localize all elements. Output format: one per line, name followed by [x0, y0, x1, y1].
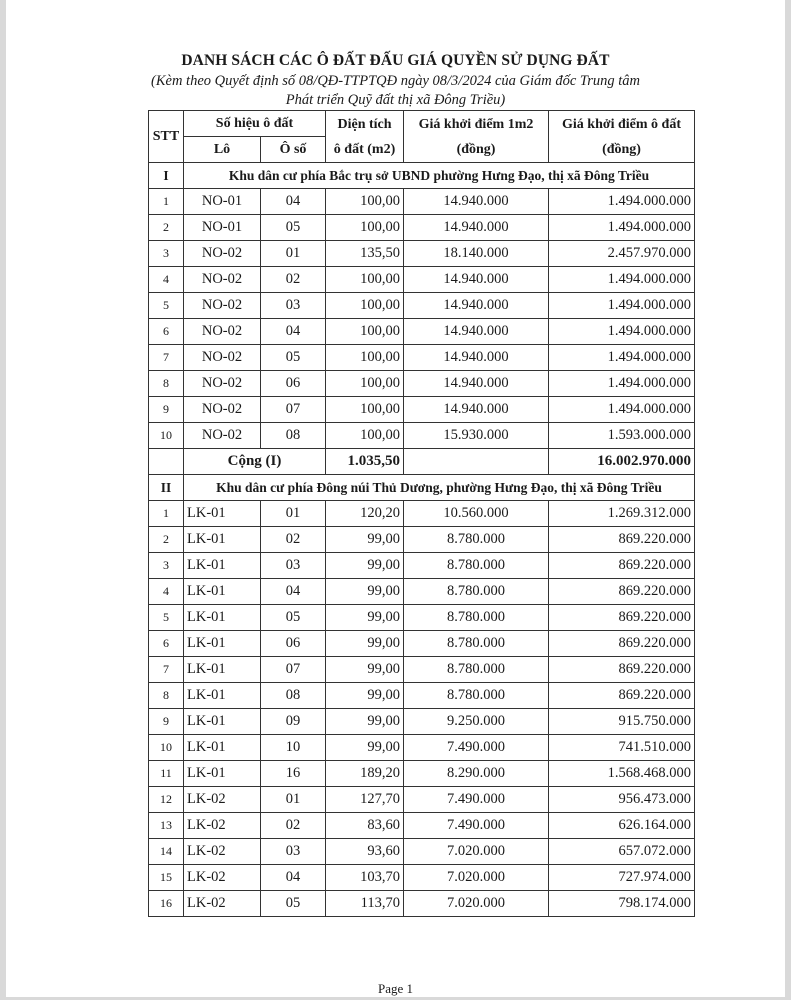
cell-dien-tich: 135,50 — [326, 241, 404, 267]
cell-gia-1m2: 14.940.000 — [404, 319, 549, 345]
table-row — [149, 319, 695, 345]
cell-stt: 10 — [149, 423, 184, 449]
cell-o-so: 03 — [261, 839, 326, 865]
cell-gia-1m2: 10.560.000 — [404, 501, 549, 527]
cell-gia-o: 1.494.000.000 — [549, 293, 695, 319]
header-dien-tich-line1: Diện tích — [337, 116, 392, 132]
header-gia-o-line1: Giá khởi điểm ô đất — [562, 116, 682, 132]
cell-stt: 3 — [149, 553, 184, 579]
header-o-so: Ô số — [261, 137, 326, 163]
cell-stt: 2 — [149, 215, 184, 241]
cell-stt: 4 — [149, 579, 184, 605]
section-id: II — [149, 475, 184, 501]
cell-stt: 10 — [149, 735, 184, 761]
cell-dien-tich: 189,20 — [326, 761, 404, 787]
cell-o-so: 07 — [261, 397, 326, 423]
cell-gia-1m2: 8.780.000 — [404, 553, 549, 579]
cell-stt: 7 — [149, 657, 184, 683]
total-gia-o: 16.002.970.000 — [549, 449, 695, 475]
cell-o-so: 02 — [261, 813, 326, 839]
cell-lo: LK-01 — [184, 657, 261, 683]
table-row — [149, 787, 695, 813]
cell-dien-tich: 99,00 — [326, 631, 404, 657]
cell-lo: LK-02 — [184, 891, 261, 917]
cell-lo: NO-02 — [184, 319, 261, 345]
cell-o-so: 07 — [261, 657, 326, 683]
cell-gia-1m2: 8.780.000 — [404, 657, 549, 683]
cell-stt: 5 — [149, 605, 184, 631]
cell-gia-1m2: 15.930.000 — [404, 423, 549, 449]
cell-gia-1m2: 7.020.000 — [404, 839, 549, 865]
cell-o-so: 02 — [261, 527, 326, 553]
cell-stt: 5 — [149, 293, 184, 319]
cell-gia-o: 1.494.000.000 — [549, 345, 695, 371]
table-row — [149, 423, 695, 449]
cell-stt: 14 — [149, 839, 184, 865]
table-row — [149, 215, 695, 241]
table-row — [149, 657, 695, 683]
cell-gia-1m2: 7.020.000 — [404, 891, 549, 917]
document-title: DANH SÁCH CÁC Ô ĐẤT ĐẤU GIÁ QUYỀN SỬ DỤNG ĐẤT — [181, 52, 610, 69]
header-so-hieu: Số hiệu ô đất — [184, 111, 326, 137]
cell-dien-tich: 99,00 — [326, 735, 404, 761]
cell-o-so: 05 — [261, 605, 326, 631]
page-number: Page 1 — [377, 981, 414, 996]
cell-gia-1m2: 14.940.000 — [404, 189, 549, 215]
cell-o-so: 04 — [261, 189, 326, 215]
cell-stt: 15 — [149, 865, 184, 891]
cell-gia-1m2: 7.490.000 — [404, 787, 549, 813]
cell-o-so: 04 — [261, 319, 326, 345]
table-row — [149, 579, 695, 605]
section-name: Khu dân cư phía Đông núi Thủ Dương, phường Hưng Đạo, thị xã Đông Triều — [184, 475, 695, 501]
cell-gia-o: 727.974.000 — [549, 865, 695, 891]
table-row — [149, 267, 695, 293]
total-label: Cộng (I) — [184, 449, 326, 475]
cell-gia-o: 869.220.000 — [549, 605, 695, 631]
table-row — [149, 293, 695, 319]
header-gia-o — [549, 111, 695, 163]
cell-stt: 9 — [149, 709, 184, 735]
table-row — [149, 189, 695, 215]
cell-gia-1m2: 14.940.000 — [404, 293, 549, 319]
cell-o-so: 08 — [261, 683, 326, 709]
cell-dien-tich: 100,00 — [326, 189, 404, 215]
cell-lo: LK-01 — [184, 735, 261, 761]
cell-stt: 13 — [149, 813, 184, 839]
cell-gia-o: 956.473.000 — [549, 787, 695, 813]
cell-gia-o: 1.568.468.000 — [549, 761, 695, 787]
cell-lo: LK-02 — [184, 787, 261, 813]
table-row — [149, 709, 695, 735]
document-subtitle — [0, 72, 791, 110]
cell-stt: 4 — [149, 267, 184, 293]
cell-o-so: 06 — [261, 631, 326, 657]
cell-o-so: 02 — [261, 267, 326, 293]
header-dien-tich-line2: ô đất (m2) — [333, 141, 396, 157]
cell-stt: 8 — [149, 371, 184, 397]
cell-gia-o: 626.164.000 — [549, 813, 695, 839]
cell-gia-o: 1.494.000.000 — [549, 215, 695, 241]
cell-o-so: 05 — [261, 891, 326, 917]
cell-gia-o: 2.457.970.000 — [549, 241, 695, 267]
cell-gia-o: 869.220.000 — [549, 631, 695, 657]
table-row — [149, 345, 695, 371]
cell-stt: 16 — [149, 891, 184, 917]
cell-stt: 6 — [149, 319, 184, 345]
table-row — [149, 501, 695, 527]
cell-dien-tich: 99,00 — [326, 553, 404, 579]
cell-o-so: 10 — [261, 735, 326, 761]
table-body — [149, 163, 695, 917]
table-row — [149, 761, 695, 787]
cell-gia-o: 869.220.000 — [549, 527, 695, 553]
cell-lo: NO-02 — [184, 371, 261, 397]
cell-lo: LK-01 — [184, 761, 261, 787]
cell-o-so: 01 — [261, 787, 326, 813]
cell-o-so: 09 — [261, 709, 326, 735]
cell-gia-1m2: 14.940.000 — [404, 215, 549, 241]
header-lo: Lô — [184, 137, 261, 163]
cell-dien-tich: 113,70 — [326, 891, 404, 917]
cell-stt: 3 — [149, 241, 184, 267]
cell-dien-tich: 100,00 — [326, 345, 404, 371]
cell-gia-1m2: 8.780.000 — [404, 631, 549, 657]
section-row — [149, 163, 695, 189]
cell-gia-1m2: 14.940.000 — [404, 397, 549, 423]
cell-o-so: 05 — [261, 345, 326, 371]
cell-stt: 9 — [149, 397, 184, 423]
cell-lo: LK-02 — [184, 813, 261, 839]
cell-gia-1m2: 7.490.000 — [404, 813, 549, 839]
cell-dien-tich: 100,00 — [326, 319, 404, 345]
table-row — [149, 553, 695, 579]
cell-gia-1m2: 7.020.000 — [404, 865, 549, 891]
cell-stt: 6 — [149, 631, 184, 657]
cell-gia-o: 798.174.000 — [549, 891, 695, 917]
cell-o-so: 01 — [261, 241, 326, 267]
cell-gia-1m2: 14.940.000 — [404, 345, 549, 371]
cell-dien-tich: 99,00 — [326, 709, 404, 735]
section-row — [149, 475, 695, 501]
cell-dien-tich: 99,00 — [326, 657, 404, 683]
table-row — [149, 865, 695, 891]
cell-gia-o: 1.494.000.000 — [549, 267, 695, 293]
section-id: I — [149, 163, 184, 189]
table-row — [149, 397, 695, 423]
table-row — [149, 839, 695, 865]
cell-gia-1m2: 8.780.000 — [404, 579, 549, 605]
cell-gia-o: 1.494.000.000 — [549, 319, 695, 345]
cell-stt: 8 — [149, 683, 184, 709]
table-row — [149, 891, 695, 917]
cell-dien-tich: 100,00 — [326, 423, 404, 449]
table-row — [149, 813, 695, 839]
cell-lo: LK-01 — [184, 605, 261, 631]
cell-gia-o: 657.072.000 — [549, 839, 695, 865]
header-gia-1m2-line2: (đồng) — [456, 141, 496, 157]
total-empty-price — [404, 449, 549, 475]
cell-gia-1m2: 8.290.000 — [404, 761, 549, 787]
cell-gia-o: 869.220.000 — [549, 579, 695, 605]
cell-lo: NO-02 — [184, 241, 261, 267]
header-gia-o-line2: (đồng) — [602, 141, 641, 157]
table-row — [149, 631, 695, 657]
table-row — [149, 605, 695, 631]
cell-o-so: 06 — [261, 371, 326, 397]
table-row — [149, 735, 695, 761]
cell-stt: 11 — [149, 761, 184, 787]
cell-dien-tich: 99,00 — [326, 605, 404, 631]
cell-o-so: 03 — [261, 293, 326, 319]
cell-dien-tich: 100,00 — [326, 371, 404, 397]
cell-dien-tich: 120,20 — [326, 501, 404, 527]
cell-dien-tich: 100,00 — [326, 215, 404, 241]
header-dien-tich — [326, 111, 404, 163]
header-row-1 — [149, 111, 695, 137]
total-row — [149, 449, 695, 475]
table-row — [149, 527, 695, 553]
cell-dien-tich: 100,00 — [326, 397, 404, 423]
table-row — [149, 683, 695, 709]
cell-lo: LK-01 — [184, 683, 261, 709]
table-row — [149, 371, 695, 397]
cell-gia-1m2: 14.940.000 — [404, 267, 549, 293]
cell-lo: LK-01 — [184, 501, 261, 527]
cell-gia-o: 869.220.000 — [549, 657, 695, 683]
cell-lo: NO-02 — [184, 345, 261, 371]
cell-lo: LK-01 — [184, 579, 261, 605]
cell-lo: NO-01 — [184, 215, 261, 241]
cell-dien-tich: 100,00 — [326, 293, 404, 319]
header-stt: STT — [149, 111, 184, 163]
cell-gia-1m2: 8.780.000 — [404, 683, 549, 709]
cell-gia-o: 915.750.000 — [549, 709, 695, 735]
cell-gia-1m2: 18.140.000 — [404, 241, 549, 267]
cell-o-so: 08 — [261, 423, 326, 449]
cell-lo: NO-02 — [184, 293, 261, 319]
cell-gia-o: 1.494.000.000 — [549, 371, 695, 397]
cell-gia-o: 869.220.000 — [549, 553, 695, 579]
subtitle-line-1: (Kèm theo Quyết định số 08/QĐ-TTPTQĐ ngày 08/3/2024 của Giám đốc Trung tâm — [151, 73, 640, 89]
total-dien-tich: 1.035,50 — [326, 449, 404, 475]
cell-lo: NO-02 — [184, 397, 261, 423]
cell-lo: LK-02 — [184, 839, 261, 865]
section-name: Khu dân cư phía Bắc trụ sở UBND phường Hưng Đạo, thị xã Đông Triều — [184, 163, 695, 189]
cell-lo: LK-01 — [184, 527, 261, 553]
cell-o-so: 04 — [261, 579, 326, 605]
cell-stt: 12 — [149, 787, 184, 813]
cell-lo: NO-02 — [184, 423, 261, 449]
header-gia-1m2-line1: Giá khởi điểm 1m2 — [418, 116, 534, 132]
cell-o-so: 03 — [261, 553, 326, 579]
cell-gia-o: 741.510.000 — [549, 735, 695, 761]
cell-dien-tich: 99,00 — [326, 579, 404, 605]
cell-gia-o: 869.220.000 — [549, 683, 695, 709]
cell-gia-o: 1.494.000.000 — [549, 189, 695, 215]
cell-o-so: 04 — [261, 865, 326, 891]
cell-stt: 7 — [149, 345, 184, 371]
cell-lo: LK-01 — [184, 631, 261, 657]
cell-o-so: 01 — [261, 501, 326, 527]
cell-gia-o: 1.269.312.000 — [549, 501, 695, 527]
cell-stt: 1 — [149, 189, 184, 215]
cell-gia-o: 1.593.000.000 — [549, 423, 695, 449]
cell-dien-tich: 83,60 — [326, 813, 404, 839]
header-gia-1m2 — [404, 111, 549, 163]
cell-gia-1m2: 14.940.000 — [404, 371, 549, 397]
table-row — [149, 241, 695, 267]
cell-o-so: 16 — [261, 761, 326, 787]
cell-lo: LK-01 — [184, 709, 261, 735]
land-plots-table — [148, 110, 695, 917]
total-empty-cell — [149, 449, 184, 475]
cell-gia-1m2: 8.780.000 — [404, 527, 549, 553]
cell-dien-tich: 100,00 — [326, 267, 404, 293]
cell-lo: NO-01 — [184, 189, 261, 215]
cell-dien-tich: 127,70 — [326, 787, 404, 813]
subtitle-line-2: Phát triển Quỹ đất thị xã Đông Triều) — [285, 92, 506, 108]
cell-gia-1m2: 7.490.000 — [404, 735, 549, 761]
cell-gia-o: 1.494.000.000 — [549, 397, 695, 423]
cell-gia-1m2: 9.250.000 — [404, 709, 549, 735]
cell-lo: NO-02 — [184, 267, 261, 293]
cell-lo: LK-02 — [184, 865, 261, 891]
cell-dien-tich: 103,70 — [326, 865, 404, 891]
cell-stt: 2 — [149, 527, 184, 553]
cell-lo: LK-01 — [184, 553, 261, 579]
cell-dien-tich: 99,00 — [326, 527, 404, 553]
cell-stt: 1 — [149, 501, 184, 527]
cell-dien-tich: 99,00 — [326, 683, 404, 709]
cell-gia-1m2: 8.780.000 — [404, 605, 549, 631]
cell-o-so: 05 — [261, 215, 326, 241]
cell-dien-tich: 93,60 — [326, 839, 404, 865]
